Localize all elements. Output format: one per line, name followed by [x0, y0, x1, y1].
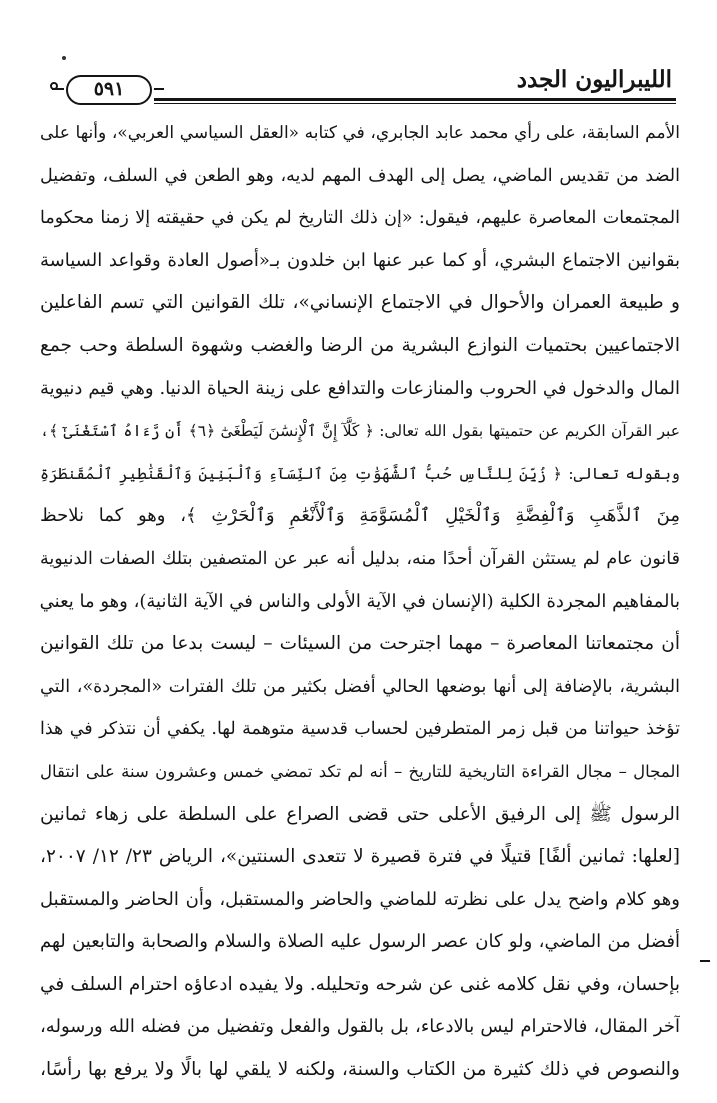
text-line: مِنَ ٱلذَّهَبِ وَٱلْفِضَّةِ وَٱلْخَيْلِ ٱلْمُسَوَّمَةِ وَٱلْأَنْعَٰمِ وَٱلْحَرْثِ ﴾، وهو كما نلاحظ [40, 505, 680, 527]
text-line: أفضل من الماضي، ولو كان عصر الرسول عليه الصلاة والسلام والصحابة والتابعين لهم [40, 931, 680, 953]
text-line: الاجتماعيين بحتميات النوازع البشرية من الرضا والغضب وشهوة السلطة وحب جمع [40, 334, 680, 356]
text-line: بالمفاهيم المجردة الكلية (الإنسان في الآية الأولى والناس في الآية الثانية)، وهو ما يعني [40, 590, 680, 612]
text-line: الأمم السابقة، على رأي محمد عابد الجابري، في كتابه «العقل السياسي العربي»، وأنها على [40, 123, 680, 143]
text-line: أن مجتمعاتنا المعاصرة – مهما اجترحت من السيئات – ليست بدعا من تلك القوانين [40, 633, 680, 655]
text-line: و طبيعة العمران والأحوال في الاجتماع الإنساني»، تلك القوانين التي تسم الفاعلين [40, 292, 680, 314]
body-text [40, 112, 680, 1092]
header-rule [154, 98, 676, 101]
text-line: بقوانين الاجتماع البشري، أو كما عبر عنها ابن خلدون بـ«أصول العادة وقواعد السياسة [40, 249, 680, 271]
text-line: [لعلها: ثمانين ألفًا] قتيلًا في فترة قصيرة لا تتعدى السنتين»، الرياض ٢٣/ ١٢/ ٢٠٠٧، [40, 846, 680, 868]
text-line: الضد من تقديس الماضي، يصل إلى الهدف المهم لديه، وهو الطعن في السلف، وتفضيل [40, 165, 680, 186]
margin-mark [700, 960, 710, 962]
text-line: المجتمعات المعاصرة عليهم، فيقول: «إن ذلك التاريخ لم يكن في حقيقته إلا زمنا محكوما [40, 208, 680, 229]
text-line: وبقوله تعالى: ﴿ زُيِّنَ لِلنَّاسِ حُبُّ ٱلشَّهَوَٰتِ مِنَ ٱلنِّسَآءِ وَٱلْبَنِينَ وَٱلْقَنَٰطِيرِ ٱلْمُقَنطَرَةِ [40, 464, 680, 483]
text-line: قانون عام لم يستثن القرآن أحدًا منه، بدليل أنه عبر عن المتصفين بتلك الصفات الدنيوية [40, 548, 680, 569]
text-line: بإحسان، وفي نقل كلامه غنى عن شرحه وتحليله. ولا يفيده ادعاؤه احترام السلف في [40, 973, 680, 995]
running-header [48, 60, 676, 110]
text-line: المجال – مجال القراءة التاريخية للتاريخ – أنه لم تكد تمضي خمس وعشرون سنة على انتقال [40, 761, 680, 781]
text-line: الرسول ﷺ إلى الرفيق الأعلى حتى قضى الصراع على السلطة على زهاء ثمانين [40, 803, 680, 825]
running-title: الليبراليون الجدد [516, 66, 672, 93]
text-line: آخر المقال، فالاحترام ليس بالادعاء، بل بالقول والفعل وتفضيل من فضله الله ورسوله، [40, 1016, 680, 1038]
text-line: والنصوص في ذلك كثيرة من الكتاب والسنة، ولكنه لا يلقي لها بالًا ولا يرفع بها رأسًا، [40, 1059, 680, 1081]
text-line: وهو كلام واضح يدل على نظرته للماضي والحاضر والمستقبل، وأن الحاضر والمستقبل [40, 888, 680, 910]
text-line: عبر القرآن الكريم عن حتميتها بقول الله تعالى: ﴿ كَلَّآ إِنَّ ٱلْإِنسَٰنَ لَيَطْغَىٰٓ ﴿٦﴾ أَن رَّءَاهُ ٱسْتَغْنَىٰٓ ﴾، [40, 422, 680, 441]
text-line: تؤخذ حيواتنا من قبل زمر المتطرفين لحساب قدسية متوهمة لها. يكفي أن نتذكر في هذا [40, 719, 680, 740]
text-line: البشرية، بالإضافة إلى أنها بوضعها الحالي أفضل بكثير من تلك الفترات «المجردة»، التي [40, 676, 680, 697]
text-line: المال والدخول في الحروب والمنازعات والتدافع على زينة الحياة الدنيا. وهي قيم دنيوية [40, 377, 680, 399]
header-rule-thin [154, 103, 676, 104]
page-number: ٥٩١ [66, 75, 152, 105]
